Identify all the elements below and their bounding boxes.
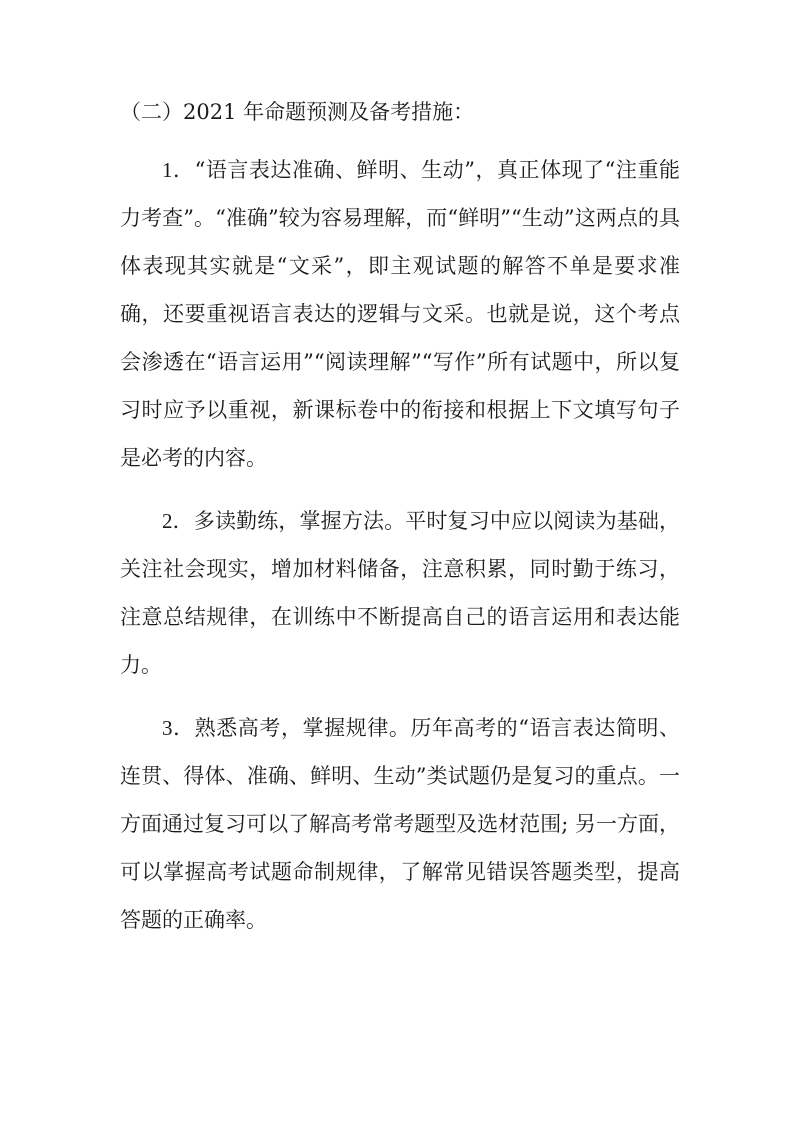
section-heading: （二）2021 年命题预测及备考措施： xyxy=(120,100,475,124)
paragraph-number: 1． xyxy=(162,158,195,182)
paragraph-text: 多读勤练，掌握方法。平时复习中应以阅读为基础，关注社会现实，增加材料储备，注意积累，同时勤于练习，注意总结规律，在训练中不断提高自己的语言运用和表达能力。 xyxy=(120,509,681,677)
paragraph-number: 2． xyxy=(162,509,194,533)
paragraph-3 xyxy=(120,704,680,944)
paragraph-text: “语言表达准确、鲜明、生动”，真正体现了“注重能力考查”。“准确”较为容易理解，而“鲜明”“生动”这两点的具体表现其实就是“文采”，即主观试题的解答不单是要求准确，还要重视语言表达的逻辑与文采。也就是说，这个考点会渗透在“语言运用”“阅读理解”“写作”所有试题中，所以复习时应予以重视，新课标卷中的衔接和根据上下文填写句子是必考的内容。 xyxy=(120,158,680,470)
paragraph-2 xyxy=(120,497,680,689)
document-body xyxy=(120,88,680,959)
paragraph-text: 熟悉高考，掌握规律。历年高考的“语言表达简明、连贯、得体、准确、鲜明、生动”类试题仍是复习的重点。一方面通过复习可以了解高考常考题型及选材范围; 另一方面，可以掌握高考试题命制规律，了解常见错误答题类型，提高答题的正确率。 xyxy=(120,716,681,932)
paragraph-number: 3． xyxy=(162,716,195,740)
paragraph-1 xyxy=(120,146,680,482)
